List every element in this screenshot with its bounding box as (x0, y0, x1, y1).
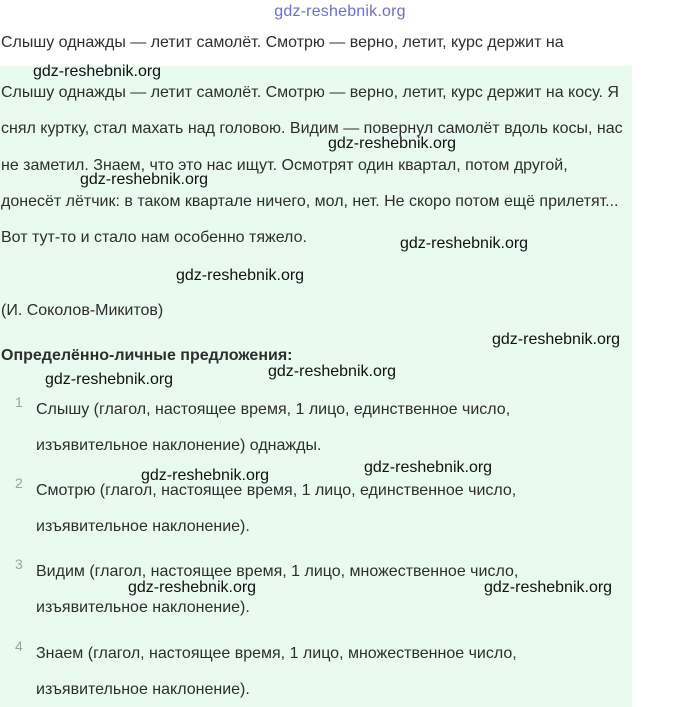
text-author: (И. Соколов-Микитов) (1, 302, 164, 319)
watermark: gdz-reshebnik.org (400, 235, 529, 252)
text-paragraph: Слышу однажды — летит самолёт. Смотрю — верно, летит, курс держит на косу. Я снял куртку, стал махать над головою. Видим — повернул самолёт вдоль косы, нас не заметил. Знаем, что это нас ищут. Осмотрят один квартал, потом другой, донесёт лётчик: в таком квартале ничего, мол, нет. Не скоро потом ещё прилетят... Вот тут-то и стало нам особенно тяжело. (1, 84, 623, 247)
answer-number: 1 (15, 394, 23, 410)
answer-text: Знаем (глагол, настоящее время, 1 лицо, множественное число, изъявительное наклонение). (36, 645, 517, 698)
watermark: gdz-reshebnik.org (141, 467, 270, 484)
watermark: gdz-reshebnik.org (268, 363, 397, 380)
answer-text: Смотрю (глагол, настоящее время, 1 лицо, единственное число, изъявительное наклонение). (36, 482, 517, 535)
answer-text: Видим (глагол, настоящее время, 1 лицо, множественное число, изъявительное наклонение). (36, 563, 519, 616)
watermark: gdz-reshebnik.org (128, 579, 257, 596)
answer-number: 4 (15, 638, 23, 654)
section-title: Определённо-личные предложения: (1, 347, 293, 364)
watermark: gdz-reshebnik.org (484, 579, 613, 596)
watermark: gdz-reshebnik.org (45, 371, 174, 388)
site-watermark-link[interactable]: gdz-reshebnik.org (274, 3, 406, 20)
text-first-line: Слышу однажды — летит самолёт. Смотрю — верно, летит, курс держит на (1, 34, 564, 51)
answer-number: 3 (15, 556, 23, 572)
watermark: gdz-reshebnik.org (328, 135, 457, 152)
answer-text: Слышу (глагол, настоящее время, 1 лицо, единственное число, изъявительное наклонение) однажды. (36, 401, 511, 454)
watermark: gdz-reshebnik.org (364, 459, 493, 476)
answer-number: 2 (15, 475, 23, 491)
watermark: gdz-reshebnik.org (176, 267, 305, 284)
watermark: gdz-reshebnik.org (80, 171, 209, 188)
watermark: gdz-reshebnik.org (33, 63, 162, 80)
watermark: gdz-reshebnik.org (492, 331, 621, 348)
